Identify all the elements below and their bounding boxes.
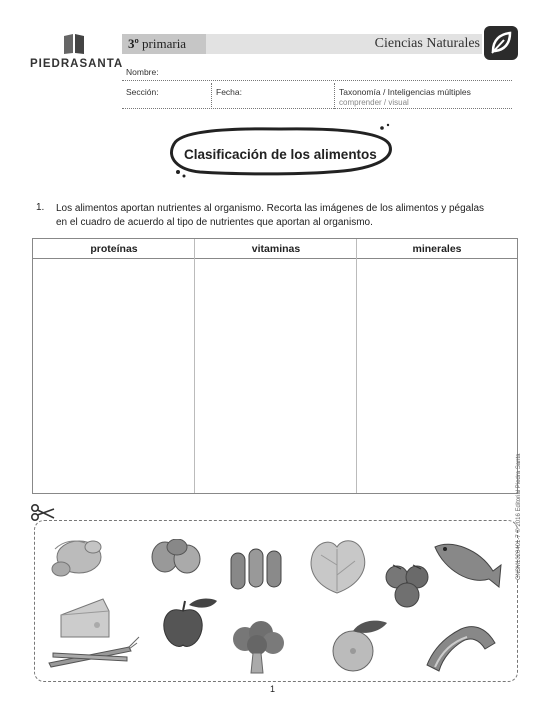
- subject-title: Ciencias Naturales: [374, 36, 480, 51]
- table-header-minerals: minerales: [357, 239, 517, 259]
- date-label: Fecha:: [216, 87, 242, 97]
- grade-label: 3º primaria: [122, 34, 206, 54]
- section-field[interactable]: [122, 108, 512, 109]
- lettuce-cutout[interactable]: [305, 535, 369, 597]
- field-divider: [211, 83, 212, 109]
- copyright-code: CN3M1020401-7 © 2016 Editorial Piedra Santa: [516, 453, 522, 580]
- section-label: Sección:: [126, 87, 159, 97]
- page-title: Clasificación de los alimentos: [184, 147, 377, 162]
- taxonomy-sub: comprender / visual: [339, 98, 409, 107]
- orange-cutout[interactable]: [317, 615, 389, 675]
- apple-cutout[interactable]: [159, 595, 221, 651]
- taxonomy-label: Taxonomía / Inteligencias múltiples: [339, 87, 471, 97]
- cutout-area: [34, 520, 518, 682]
- vitamins-drop-zone[interactable]: [195, 259, 356, 493]
- eggs-cutout[interactable]: [149, 539, 205, 575]
- name-label: Nombre:: [126, 67, 159, 77]
- name-field[interactable]: [122, 80, 512, 81]
- table-header-vitamins: vitaminas: [195, 239, 357, 259]
- minerals-drop-zone[interactable]: [357, 259, 517, 493]
- sausages-cutout[interactable]: [229, 547, 287, 593]
- classification-table: [32, 238, 518, 494]
- carrots-cutout[interactable]: [45, 629, 141, 671]
- question-number: 1.: [36, 202, 45, 213]
- chicken-cutout[interactable]: [45, 529, 107, 585]
- proteins-drop-zone[interactable]: [33, 259, 194, 493]
- page-number: 1: [270, 684, 276, 694]
- broccoli-cutout[interactable]: [227, 619, 289, 675]
- field-divider: [334, 83, 335, 109]
- table-header-proteins: proteínas: [33, 239, 195, 259]
- leaf-icon: [484, 26, 518, 60]
- fish-cutout[interactable]: [431, 535, 505, 595]
- brand-logo: PIEDRASANTA: [30, 58, 124, 70]
- bacon-cutout[interactable]: [421, 615, 501, 673]
- question-text: Los alimentos aportan nutrientes al organismo. Recorta las imágenes de los alimentos y pégalas en el cuadro de acuerdo al tipo de nutrientes que aportan al organismo.: [56, 203, 485, 228]
- book-logo-icon: [62, 33, 86, 55]
- tomatoes-cutout[interactable]: [383, 559, 431, 609]
